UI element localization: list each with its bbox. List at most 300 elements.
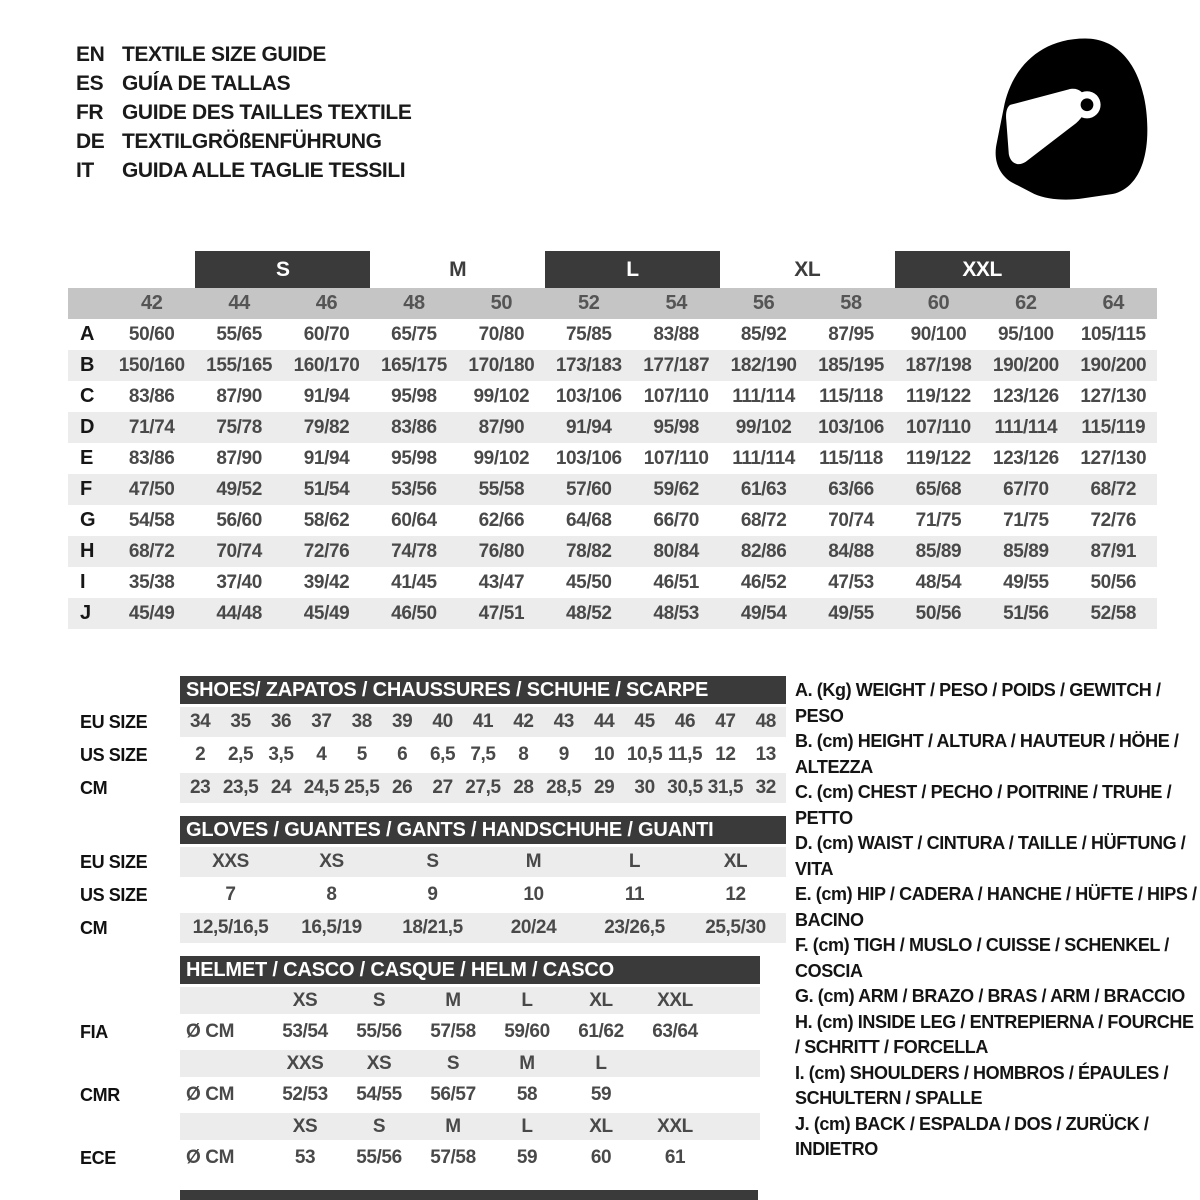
helmet-value [638, 1080, 712, 1110]
shoes-value: 2 [195, 744, 206, 765]
shoes-value: 11,5 [667, 744, 703, 765]
size-value: 47/51 [478, 602, 525, 624]
size-value: 107/110 [643, 447, 709, 469]
size-value: 60/70 [303, 323, 350, 345]
size-value: 72/76 [303, 540, 350, 562]
shoes-table-title: SHOES/ ZAPATOS / CHAUSSURES / SCHUHE / SCARPE [180, 676, 786, 704]
numeric-size-row [68, 288, 1157, 319]
row-label: J [80, 602, 91, 624]
helmet-value: 55/56 [356, 1147, 402, 1168]
size-value: 48/54 [915, 571, 962, 593]
gloves-row-label: EU SIZE [80, 851, 148, 872]
legend-item: G. (cm) ARM / BRAZO / BRAS / ARM / BRACCIO [795, 986, 1185, 1006]
size-value: 46/50 [391, 602, 437, 624]
helmet-value: M [445, 989, 461, 1011]
shoes-table [68, 676, 786, 803]
size-value: 49/55 [1003, 571, 1049, 593]
gloves-table-title: GLOVES / GUANTES / GANTS / HANDSCHUHE / GUANTI [180, 816, 786, 844]
helmet-value: 53 [294, 1147, 316, 1168]
measurement-legend [795, 678, 1200, 1163]
legend-item: H. (cm) INSIDE LEG / ENTREPIERNA / FOURCHE / SCHRITT / FORCELLA [795, 1011, 1194, 1057]
helmet-header-row [68, 956, 760, 984]
size-value: 82/86 [740, 540, 787, 562]
measure-row-h [68, 536, 1157, 567]
row-label: A [80, 323, 95, 345]
size-value: 190/200 [1080, 354, 1147, 376]
size-value: 83/86 [128, 447, 175, 469]
size-value: 60/64 [391, 509, 437, 531]
shoes-value: 10,5 [626, 744, 663, 765]
measure-row-g [68, 505, 1157, 536]
size-value: 103/106 [555, 447, 622, 469]
size-value: 65/68 [915, 478, 962, 500]
helmet-value: M [445, 1115, 461, 1137]
size-value: 74/78 [391, 540, 437, 562]
helmet-row-cmr-values [180, 1080, 760, 1110]
shoes-value: 8 [518, 744, 529, 765]
textile-table-body [68, 319, 1157, 629]
numeric-size: 58 [840, 292, 862, 314]
gloves-value: L [628, 851, 641, 872]
size-value: 47/53 [828, 571, 874, 593]
numeric-size: 62 [1015, 292, 1037, 314]
helmet-value: 59 [590, 1084, 612, 1105]
shoes-value: 29 [594, 777, 615, 798]
size-value: 70/74 [828, 509, 874, 531]
shoes-row-values [180, 773, 786, 803]
size-value: 111/114 [732, 447, 795, 469]
size-value: 103/106 [555, 385, 622, 407]
helmet-value: XXL [657, 1115, 693, 1137]
shoes-value: 38 [351, 711, 372, 732]
gloves-value: 20/24 [510, 917, 557, 938]
diameter-cm-label: Ø CM [186, 1021, 235, 1042]
size-group-l: L [545, 251, 720, 288]
size-value: 123/126 [992, 385, 1059, 407]
size-group-xxl: XXL [895, 251, 1070, 288]
guide-title: GUIDA ALLE TAGLIE TESSILI [122, 158, 406, 182]
gloves-row-label: US SIZE [80, 884, 148, 905]
gloves-row-us-size [68, 880, 786, 910]
shoes-value: 36 [270, 711, 292, 732]
size-value: 56/60 [216, 509, 262, 531]
shoes-value: 13 [755, 744, 776, 765]
shoes-row-values [180, 740, 786, 770]
diameter-cm-label [180, 1113, 268, 1140]
helmet-value: S [372, 989, 386, 1011]
helmet-value: L [595, 1052, 607, 1074]
gloves-value: XS [319, 851, 344, 872]
shoes-value: 27 [432, 777, 453, 798]
diameter-cm-label [180, 987, 268, 1014]
helmet-header-spacer [68, 956, 180, 984]
language-row [76, 40, 411, 69]
size-value: 95/98 [653, 416, 699, 438]
numeric-size: 46 [315, 292, 338, 314]
shoes-value: 31,5 [707, 777, 744, 798]
size-value: 91/94 [303, 385, 350, 407]
size-value: 111/114 [732, 385, 795, 407]
helmet-value: L [521, 1115, 533, 1137]
size-value: 71/75 [915, 509, 962, 531]
shoes-value: 5 [356, 744, 367, 765]
gloves-value: 12,5/16,5 [192, 917, 269, 938]
size-value: 182/190 [730, 354, 797, 376]
legend-item: J. (cm) BACK / ESPALDA / DOS / ZURÜCK / INDIETRO [795, 1113, 1149, 1159]
legend-item: F. (cm) TIGH / MUSLO / CUISSE / SCHENKEL / COSCIA [795, 935, 1169, 981]
helmet-size-header-row-values [180, 987, 760, 1014]
gloves-row-label: CM [80, 917, 108, 938]
size-value: 87/90 [216, 447, 262, 469]
numeric-size: 54 [665, 292, 687, 314]
helmet-value: S [372, 1115, 386, 1137]
language-title-list [76, 40, 411, 185]
gloves-row-cm [68, 913, 786, 943]
gloves-value: 23/26,5 [604, 917, 665, 938]
measure-row-c [68, 381, 1157, 412]
measure-row-b [68, 350, 1157, 381]
size-value: 68/72 [128, 540, 175, 562]
size-value: 85/92 [740, 323, 787, 345]
language-code: DE [76, 129, 105, 153]
helmet-value: 59 [516, 1147, 538, 1168]
size-value: 64/68 [566, 509, 612, 531]
shoes-row-values [180, 707, 786, 737]
size-value: 44/48 [216, 602, 262, 624]
cropped-next-section-bar [180, 1190, 758, 1200]
size-value: 107/110 [643, 385, 709, 407]
size-value: 190/200 [992, 354, 1059, 376]
size-group-xl: XL [794, 257, 821, 281]
shoes-table-body [68, 707, 786, 803]
shoes-value: 9 [558, 744, 569, 765]
helmet-size-header-row-values [180, 1113, 760, 1140]
size-value: 87/90 [478, 416, 525, 438]
size-value: 119/122 [906, 447, 971, 469]
helmet-row-label: FIA [80, 1021, 108, 1042]
size-value: 85/89 [1003, 540, 1049, 562]
size-value: 80/84 [653, 540, 699, 562]
size-value: 51/54 [303, 478, 350, 500]
racing-helmet-icon [982, 30, 1158, 200]
shoes-value: 30,5 [667, 777, 703, 798]
guide-title: GUÍA DE TALLAS [122, 71, 291, 95]
size-value: 55/65 [216, 323, 262, 345]
helmet-size-header-row [68, 1050, 760, 1077]
helmet-value: 58 [516, 1084, 538, 1105]
size-value: 91/94 [566, 416, 612, 438]
legend-item: D. (cm) WAIST / CINTURA / TAILLE / HÜFTUNG / VITA [795, 833, 1186, 879]
shoes-value: 6,5 [429, 744, 456, 765]
shoes-value: 24,5 [303, 777, 340, 798]
helmet-value: 52/53 [282, 1084, 328, 1105]
size-value: 87/90 [216, 385, 262, 407]
shoes-value: 4 [316, 744, 327, 765]
helmet-table-title: HELMET / CASCO / CASQUE / HELM / CASCO [180, 956, 760, 984]
size-value: 63/66 [828, 478, 874, 500]
gloves-row-eu-size [68, 847, 786, 877]
shoes-value: 27,5 [465, 777, 501, 798]
size-value: 54/58 [128, 509, 175, 531]
helmet-value: 54/55 [356, 1084, 402, 1105]
helmet-value: XL [589, 1115, 613, 1137]
gloves-value: S [426, 851, 439, 872]
gloves-value: 7 [225, 884, 236, 905]
size-value: 51/56 [1003, 602, 1049, 624]
helmet-row-fia-values [180, 1017, 760, 1047]
textile-size-table [68, 251, 1157, 629]
shoes-value: 7,5 [470, 744, 496, 765]
size-value: 78/82 [566, 540, 612, 562]
measure-row-a [68, 319, 1157, 350]
size-value: 43/47 [478, 571, 525, 593]
helmet-row-label [68, 987, 180, 1014]
size-value: 45/50 [566, 571, 612, 593]
row-label: C [80, 385, 95, 407]
shoes-value: 35 [230, 711, 251, 732]
size-value: 155/165 [206, 354, 273, 376]
guide-title: GUIDE DES TAILLES TEXTILE [122, 100, 412, 124]
row-label: H [80, 540, 95, 562]
helmet-row-label [68, 1113, 180, 1140]
diameter-cm-label [180, 1050, 268, 1077]
gloves-value: XXS [212, 851, 249, 872]
size-value: 127/130 [1080, 385, 1147, 407]
helmet-value: 59/60 [504, 1021, 550, 1042]
helmet-row-ece-values [180, 1143, 760, 1173]
shoes-value: 6 [397, 744, 408, 765]
numeric-size: 48 [403, 292, 425, 314]
shoes-value: 47 [715, 711, 736, 732]
gloves-value: XL [723, 851, 748, 872]
size-value: 52/58 [1090, 602, 1137, 624]
helmet-value: 55/56 [356, 1021, 402, 1042]
helmet-size-header-row [68, 1113, 760, 1140]
shoes-value: 23 [190, 777, 211, 798]
gloves-value: 8 [326, 884, 337, 905]
gloves-value: 16,5/19 [301, 917, 362, 938]
size-value: 123/126 [992, 447, 1059, 469]
helmet-value: XS [292, 1115, 318, 1137]
size-value: 57/60 [566, 478, 612, 500]
shoes-value: 28,5 [546, 777, 582, 798]
helmet-value: XXS [286, 1052, 324, 1074]
row-label: B [80, 354, 95, 376]
gloves-value: M [525, 851, 542, 872]
size-value: 58/62 [303, 509, 350, 531]
size-group-s: S [195, 251, 370, 288]
numeric-size: 60 [927, 292, 950, 314]
diameter-cm-label: Ø CM [186, 1147, 235, 1168]
shoes-row-label: EU SIZE [80, 711, 148, 732]
size-value: 45/49 [128, 602, 175, 624]
legend-item: E. (cm) HIP / CADERA / HANCHE / HÜFTE / HIPS / BACINO [795, 884, 1197, 930]
shoes-value: 40 [432, 711, 453, 732]
gloves-value: 25,5/30 [705, 917, 766, 938]
size-value: 65/75 [391, 323, 437, 345]
size-value: 45/49 [303, 602, 350, 624]
diameter-cm-label: Ø CM [186, 1084, 235, 1105]
row-label: E [80, 447, 93, 469]
helmet-value: 61 [664, 1147, 686, 1168]
shoes-value: 43 [553, 711, 574, 732]
size-value: 83/86 [128, 385, 175, 407]
legend-item: B. (cm) HEIGHT / ALTURA / HAUTEUR / HÖHE / ALTEZZA [795, 731, 1179, 777]
numeric-size: 64 [1102, 292, 1124, 314]
size-value: 41/45 [391, 571, 437, 593]
size-value: 115/118 [819, 385, 883, 407]
shoes-row-us-size [68, 740, 786, 770]
numeric-size: 44 [228, 292, 250, 314]
size-value: 105/115 [1080, 323, 1146, 345]
size-value: 70/80 [478, 323, 525, 345]
size-value: 48/52 [566, 602, 612, 624]
measure-row-j [68, 598, 1157, 629]
size-value: 75/85 [566, 323, 612, 345]
gloves-value: 10 [523, 884, 544, 905]
gloves-header-spacer [68, 816, 180, 844]
shoes-value: 2,5 [227, 744, 254, 765]
numeric-size: 42 [140, 292, 163, 314]
row-label-spacer [68, 288, 108, 319]
helmet-table-body [68, 987, 760, 1173]
shoes-value: 3,5 [268, 744, 294, 765]
shoes-row-label: CM [80, 777, 108, 798]
size-value: 187/198 [905, 354, 972, 376]
shoes-row-label: US SIZE [80, 744, 148, 765]
gloves-value: 18/21,5 [402, 917, 463, 938]
size-value: 95/100 [998, 323, 1054, 345]
size-value: 111/114 [994, 416, 1058, 438]
helmet-value: L [521, 989, 533, 1011]
size-value: 115/118 [819, 447, 883, 469]
size-value: 39/42 [303, 571, 350, 593]
helmet-row-label: CMR [80, 1084, 120, 1105]
size-value: 49/54 [740, 602, 787, 624]
shoes-value: 37 [311, 711, 332, 732]
size-value: 83/88 [653, 323, 699, 345]
size-group-header-row [68, 251, 1157, 288]
size-value: 35/38 [128, 571, 175, 593]
gloves-value: 12 [725, 884, 746, 905]
guide-title: TEXTILGRÖßENFÜHRUNG [122, 129, 382, 153]
size-value: 95/98 [391, 447, 437, 469]
size-value: 90/100 [910, 323, 967, 345]
size-value: 95/98 [391, 385, 437, 407]
row-label: D [80, 416, 95, 438]
size-value: 46/52 [740, 571, 787, 593]
shoes-value: 48 [755, 711, 776, 732]
gloves-row-values [180, 847, 786, 877]
measure-row-e [68, 443, 1157, 474]
helmet-value [638, 1050, 712, 1077]
legend-item: A. (Kg) WEIGHT / PESO / POIDS / GEWITCH / PESO [795, 680, 1161, 726]
size-value: 66/70 [653, 509, 699, 531]
helmet-size-header-row [68, 987, 760, 1014]
shoes-value: 12 [715, 744, 736, 765]
helmet-value: XXL [657, 989, 693, 1011]
size-value: 185/195 [818, 354, 884, 376]
size-value: 127/130 [1080, 447, 1147, 469]
size-value: 48/53 [653, 602, 699, 624]
shoes-header-spacer [68, 676, 180, 704]
row-label: I [80, 571, 86, 593]
numeric-size: 56 [752, 292, 775, 314]
helmet-row-label [68, 1050, 180, 1077]
shoes-value: 42 [513, 711, 534, 732]
size-value: 103/106 [818, 416, 884, 438]
language-row [76, 98, 411, 127]
helmet-row-label: ECE [80, 1147, 116, 1168]
helmet-value: 56/57 [430, 1084, 476, 1105]
measure-row-d [68, 412, 1157, 443]
size-value: 87/95 [828, 323, 874, 345]
size-value: 150/160 [118, 354, 185, 376]
size-value: 119/122 [906, 385, 971, 407]
size-value: 165/175 [381, 354, 447, 376]
gloves-header-row [68, 816, 786, 844]
size-value: 173/183 [555, 354, 622, 376]
helmet-value: 57/58 [430, 1147, 476, 1168]
size-value: 107/110 [906, 416, 971, 438]
gloves-value: 9 [427, 884, 438, 905]
size-value: 50/60 [128, 323, 175, 345]
size-value: 76/80 [478, 540, 525, 562]
helmet-value: 61/62 [578, 1021, 624, 1042]
gloves-row-values [180, 913, 786, 943]
helmet-value: XS [292, 989, 318, 1011]
size-value: 37/40 [216, 571, 262, 593]
size-value: 79/82 [303, 416, 350, 438]
language-row [76, 156, 411, 185]
helmet-value: 53/54 [282, 1021, 328, 1042]
size-value: 47/50 [128, 478, 175, 500]
gloves-row-values [180, 880, 786, 910]
shoes-header-row [68, 676, 786, 704]
language-code: ES [76, 71, 104, 95]
size-value: 49/52 [216, 478, 262, 500]
helmet-value: M [519, 1052, 535, 1074]
measure-row-i [68, 567, 1157, 598]
size-value: 71/74 [128, 416, 175, 438]
size-value: 87/91 [1090, 540, 1137, 562]
shoes-value: 28 [513, 777, 534, 798]
guide-title: TEXTILE SIZE GUIDE [122, 42, 326, 66]
helmet-value: XS [366, 1052, 392, 1074]
legend-item: I. (cm) SHOULDERS / HOMBROS / ÉPAULES / SCHULTERN / SPALLE [795, 1062, 1169, 1108]
size-value: 49/55 [828, 602, 874, 624]
gloves-value: 11 [624, 884, 645, 905]
measure-row-f [68, 474, 1157, 505]
helmet-value: S [446, 1052, 460, 1074]
shoes-value: 46 [674, 711, 696, 732]
size-value: 72/76 [1090, 509, 1137, 531]
shoes-value: 32 [755, 777, 776, 798]
size-value: 99/102 [473, 447, 530, 469]
language-code: IT [76, 158, 94, 182]
language-code: FR [76, 100, 104, 124]
size-value: 83/86 [391, 416, 437, 438]
helmet-value: 60 [590, 1147, 612, 1168]
size-value: 68/72 [740, 509, 787, 531]
helmet-table [68, 956, 760, 1173]
size-value: 71/75 [1003, 509, 1049, 531]
size-value: 46/51 [653, 571, 699, 593]
shoes-value: 34 [190, 711, 211, 732]
helmet-value: XL [589, 989, 613, 1011]
size-value: 85/89 [915, 540, 962, 562]
shoes-value: 41 [472, 711, 494, 732]
